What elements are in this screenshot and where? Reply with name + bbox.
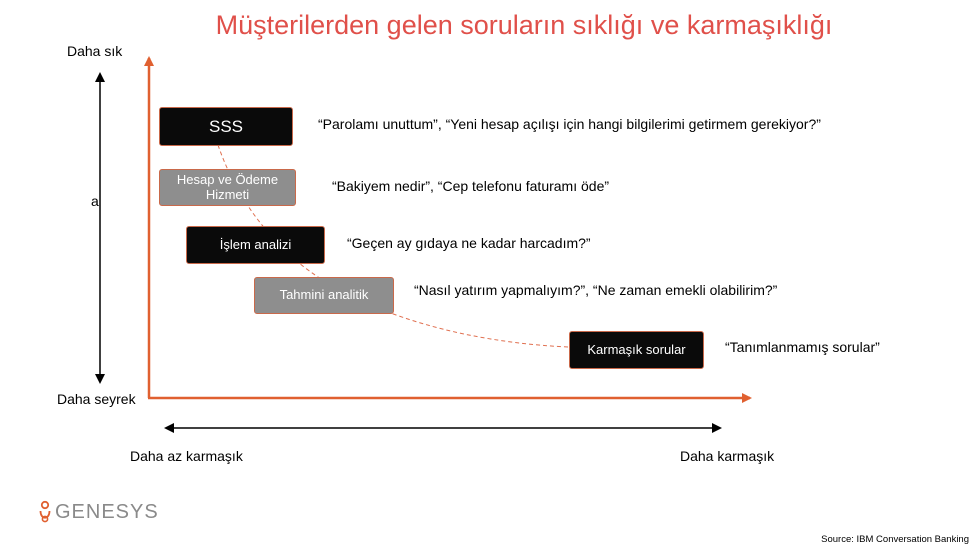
- category-box-account-payment: Hesap ve Ödeme Hizmeti: [159, 169, 296, 206]
- category-box-sss: SSS: [159, 107, 293, 146]
- quote-predictive-analytics: “Nasıl yatırım yapmalıyım?”, “Ne zaman emekli olabilirim?”: [414, 282, 778, 298]
- x-axis-right-label: Daha karmaşık: [680, 448, 775, 464]
- x-axis-left-label: Daha az karmaşık: [130, 448, 243, 464]
- page-title: Müşterilerden gelen soruların sıklığı ve karmaşıklığı: [215, 10, 833, 40]
- y-axis-bottom-label: Daha seyrek: [57, 391, 136, 407]
- y-axis-mid-label: a: [91, 193, 99, 209]
- quote-sss: “Parolamı unuttum”, “Yeni hesap açılışı için hangi bilgilerimi getirmem gerekiyor?”: [318, 116, 821, 132]
- source-note: Source: IBM Conversation Banking: [821, 534, 969, 545]
- quote-complex-questions: “Tanımlanmamış sorular”: [725, 339, 880, 355]
- category-box-transaction-analysis: İşlem analizi: [186, 226, 325, 264]
- quote-transaction-analysis: “Geçen ay gıdaya ne kadar harcadım?”: [347, 235, 591, 251]
- y-axis-top-label: Daha sık: [67, 43, 123, 59]
- genesys-logo: [38, 500, 159, 524]
- category-box-complex-questions: Karmaşık sorular: [569, 331, 704, 369]
- quote-account-payment: “Bakiyem nedir”, “Cep telefonu faturamı öde”: [332, 178, 610, 194]
- genesys-logo-text: GENESYS: [55, 500, 159, 523]
- genesys-logo-icon: [38, 500, 52, 524]
- category-box-predictive-analytics: Tahmini analitik: [254, 277, 394, 314]
